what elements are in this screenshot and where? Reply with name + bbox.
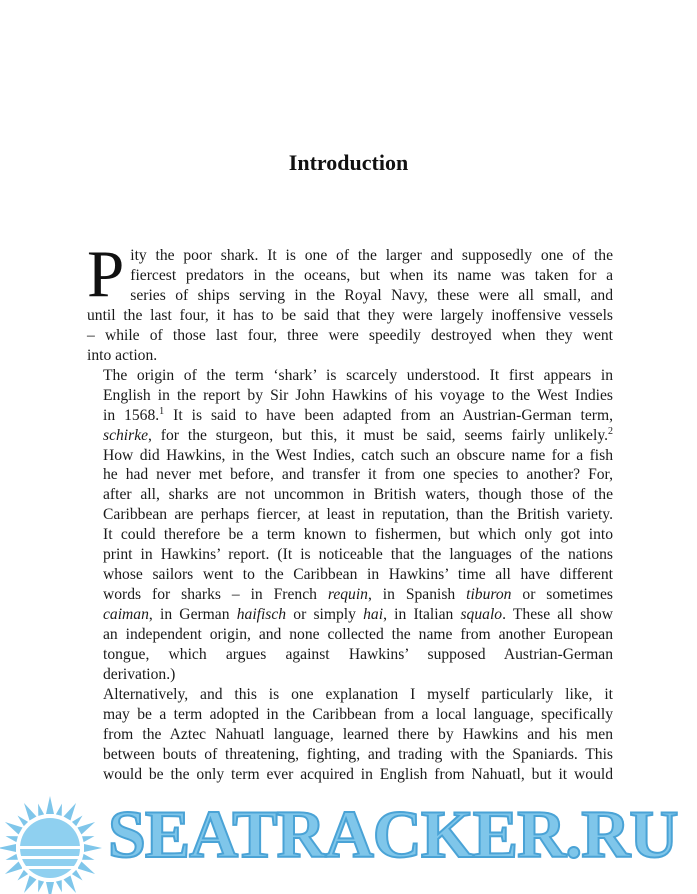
text-line: Caribbean are perhaps fiercer, at least in reputation, than the British variety. bbox=[103, 506, 613, 524]
text-line: whose sailors went to the Caribbean in Hawkins’ time all have different bbox=[103, 566, 613, 584]
text-line: caiman, in German haifisch or simply hai, in Italian squalo. These all show bbox=[103, 606, 613, 624]
text-line: in 1568.$^1$ It is said to have been adapted from an Austrian-German term, bbox=[103, 405, 613, 424]
text-line: from the Aztec Nahuatl language, learned there by Hawkins and his men bbox=[103, 725, 613, 743]
text-line: fiercest predators in the oceans, but when its name was taken for a bbox=[130, 266, 613, 284]
text-line: How did Hawkins, in the West Indies, catch such an obscure name for a fish bbox=[103, 446, 613, 464]
paragraph-1 bbox=[87, 237, 613, 366]
paragraph-2 bbox=[87, 366, 613, 685]
body-text bbox=[87, 237, 613, 785]
footnote-ref-1[interactable]: 1 bbox=[159, 405, 165, 417]
text-line: into action. bbox=[87, 346, 158, 364]
text-line: tongue, which argues against Hawkins’ supposed Austrian-German bbox=[103, 646, 613, 664]
text-line: until the last four, it has to be said that they were largely inoffensive vessels bbox=[87, 306, 613, 324]
text-line: series of ships serving in the Royal Navy, these were all small, and bbox=[130, 286, 613, 304]
text-line: he had never met before, and transfer it from one species to another? For, bbox=[103, 466, 613, 484]
text-line: print in Hawkins’ report. (It is noticeable that the languages of the nations bbox=[103, 546, 613, 564]
text-line: an independent origin, and none collected the name from another European bbox=[103, 626, 613, 644]
text-line: words for sharks – in French requin, in Spanish tiburon or sometimes bbox=[103, 586, 613, 604]
text-line: may be a term adopted in the Caribbean from a local language, specifically bbox=[103, 705, 613, 723]
text-line: English in the report by Sir John Hawkins of his voyage to the West Indies bbox=[103, 386, 613, 404]
text-line: Alternatively, and this is one explanation I myself particularly like, it bbox=[103, 685, 613, 703]
text-line: It could therefore be a term known to fishermen, but which only got into bbox=[103, 526, 613, 544]
drop-cap: P bbox=[87, 237, 125, 311]
text-line: schirke, for the sturgeon, but this, it must be said, seems fairly unlikely.$^2$ bbox=[103, 425, 613, 444]
page-title: Introduction bbox=[288, 150, 409, 175]
watermark-text: SEATRACKER.RU bbox=[108, 796, 678, 872]
text-line: after all, sharks are not uncommon in British waters, though those of the bbox=[103, 486, 613, 504]
text-line: derivation.) bbox=[103, 666, 176, 684]
text-line: between bouts of threatening, fighting, and trading with the Spaniards. This bbox=[103, 745, 613, 763]
footnote-ref-2[interactable]: 2 bbox=[608, 425, 613, 437]
text-line: – while of those last four, three were speedily destroyed when they went bbox=[87, 326, 613, 344]
paragraph-3 bbox=[87, 685, 613, 785]
text-line: ity the poor shark. It is one of the larger and supposedly one of the bbox=[130, 247, 613, 264]
text-line: The origin of the term ‘shark’ is scarcely understood. It first appears in bbox=[103, 366, 613, 384]
text-line: would be the only term ever acquired in English from Nahuatl, but it would bbox=[103, 765, 613, 783]
